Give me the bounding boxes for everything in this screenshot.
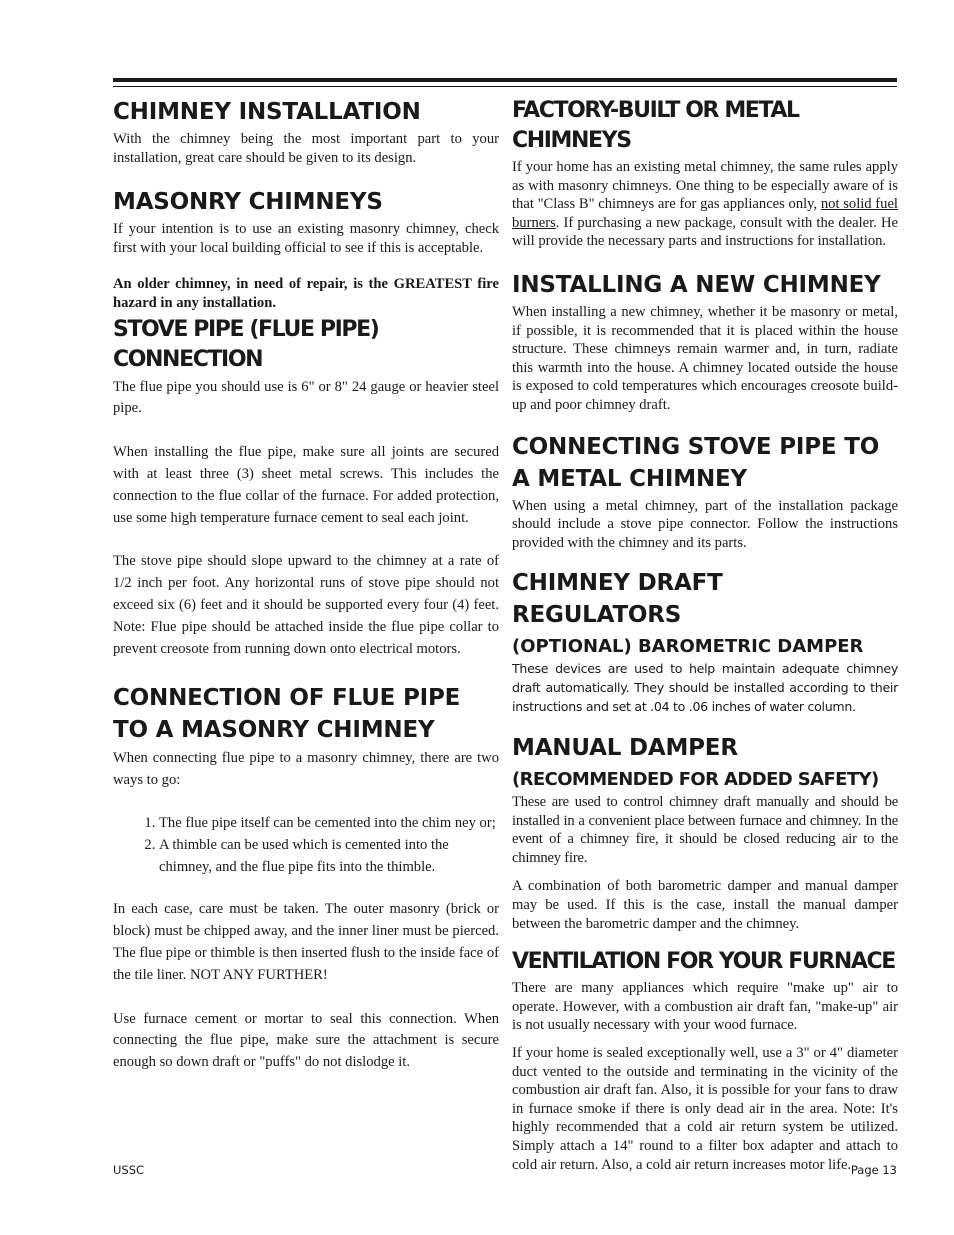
flue-pipe-masonry-intro: When connecting flue pipe to a masonry chimney, there are two ways to go: xyxy=(113,750,499,789)
factory-built-body xyxy=(512,158,898,251)
masonry-chimneys-heading: MASONRY CHIMNEYS xyxy=(113,189,383,216)
flue-pipe-masonry-heading: CONNECTION OF FLUE PIPE TO A MASONRY CHIMNEY xyxy=(113,685,461,744)
barometric-damper-body: These devices are used to help maintain adequate chimney draft automatically. They should be installed according to their instructions and set at .04 to .06 inches of water column. xyxy=(512,661,898,714)
left-column xyxy=(113,96,499,1074)
draft-regulators-heading: CHIMNEY DRAFT REGULATORS xyxy=(512,570,723,629)
manual-damper-heading: MANUAL DAMPER xyxy=(512,735,738,762)
list-item: 1. The flue pipe itself can be cemented into the chim ney or; xyxy=(159,813,499,835)
stove-pipe-paragraph-1: The flue pipe you should use is 6" or 8" 24 gauge or heavier steel pipe. xyxy=(113,378,499,417)
chimney-installation-body: With the chimney being the most important part to your installation, great care should be given to its design. xyxy=(113,131,499,166)
connection-methods-list xyxy=(113,813,499,878)
factory-built-body-text-1: If your home has an existing metal chimney, the same rules apply as with masonry chimneys. One thing to be especially aware of is that "Class B" chimneys are for gas appliances only, xyxy=(512,159,898,213)
top-rule-thick xyxy=(113,78,897,82)
flue-pipe-masonry-paragraph-3: Use furnace cement or mortar to seal this connection. When connecting the flue pipe, make sure the attachment is secure enough so down draft or "puffs" do not dislodge it. xyxy=(113,1010,499,1071)
installing-new-chimney-heading: INSTALLING A NEW CHIMNEY xyxy=(512,271,881,298)
older-chimney-warning: An older chimney, in need of repair, is the GREATEST fire hazard in any installation. xyxy=(113,276,499,311)
right-column xyxy=(512,96,898,1174)
connecting-stove-pipe-body: When using a metal chimney, part of the installation package should include a stove pipe connector. Follow the instructions provided with the chimney and its parts. xyxy=(512,497,898,551)
manual-damper-paragraph-2: A combination of both barometric damper and manual damper may be used. If this is the case, install the manual damper between the barometric damper and the chimney. xyxy=(512,878,898,932)
factory-built-heading: FACTORY-BUILT OR METAL CHIMNEYS xyxy=(512,98,799,153)
masonry-chimneys-body: If your intention is to use an existing masonry chimney, check first with your local building official to see if this is acceptable. xyxy=(113,221,499,256)
barometric-damper-subheading: (OPTIONAL) BAROMETRIC DAMPER xyxy=(512,636,864,658)
chimney-installation-heading: CHIMNEY INSTALLATION xyxy=(113,99,421,125)
top-rule-thin xyxy=(113,86,897,87)
recommended-safety-subheading: (RECOMMENDED FOR ADDED SAFETY) xyxy=(512,769,879,791)
ventilation-paragraph-1: There are many appliances which require "make up" air to operate. However, with a combustion air draft fan, "make-up" air is not usually necessary with your wood furnace. xyxy=(512,980,898,1034)
list-item: 2. A thimble can be used which is cemented into the chimney, and the flue pipe fits into the thimble. xyxy=(159,835,499,879)
installing-new-chimney-body: When installing a new chimney, whether it be masonry or metal, if possible, it is recommended that it is placed within the house structure. These chimneys remain warmer and, in turn, radiate this warmth into the house. A chimney located outside the house is exposed to cold temperatures which encourages creosote build-up and poor chimney draft. xyxy=(512,303,898,413)
stove-pipe-paragraph-2: When installing the flue pipe, make sure all joints are secured with at least three (3) sheet metal screws. This includes the connection to the flue collar of the furnace. For added protection, use some high temperature furnace cement to seal each joint. xyxy=(113,444,499,526)
footer-company: USSC xyxy=(113,1163,145,1177)
stove-pipe-connection-heading: STOVE PIPE (FLUE PIPE) CONNECTION xyxy=(113,316,379,372)
manual-damper-paragraph-1: These are used to control chimney draft manually and should be installed in a convenient place between furnace and chimney. In the event of a chimney fire, it should be closed reducing air to the chimney fire. xyxy=(512,794,898,866)
flue-pipe-masonry-paragraph-2: In each case, care must be taken. The outer masonry (brick or block) must be chipped away, and the inner liner must be pierced. The flue pipe or thimble is then inserted flush to the inside face of the tile liner. NOT ANY FURTHER! xyxy=(113,901,499,983)
factory-built-body-text-2: . If purchasing a new package, consult with the dealer. He will provide the necessary parts and instructions for installation. xyxy=(512,214,898,250)
ventilation-heading: VENTILATION FOR YOUR FURNACE xyxy=(512,949,895,975)
ventilation-paragraph-2: If your home is sealed exceptionally well, use a 3" or 4" diameter duct vented to the outside and terminating in the vicinity of the combustion air draft fan. Also, it is possible for your fans to draw in furnace smoke if there is only dead air in the area. Note: It's highly recommended that a cold air return system be utilized. Simply attach a 14" round to a filter box adapter and attach to cold air return. Also, a cold air return increases motor life. xyxy=(512,1045,898,1173)
footer-page-number: Page 13 xyxy=(850,1163,897,1177)
connecting-stove-pipe-heading: CONNECTING STOVE PIPE TO A METAL CHIMNEY xyxy=(512,433,880,492)
stove-pipe-paragraph-3: The stove pipe should slope upward to the chimney at a rate of 1/2 inch per foot. Any horizontal runs of stove pipe should not exceed six (6) feet and it should be supported every four (4) feet. Note: Flue pipe should be attached inside the flue pipe collar to prevent creosote from running down onto electrical motors. xyxy=(113,553,499,657)
not-solid-fuel-burners-underlined: not solid fuel burners xyxy=(512,196,898,231)
